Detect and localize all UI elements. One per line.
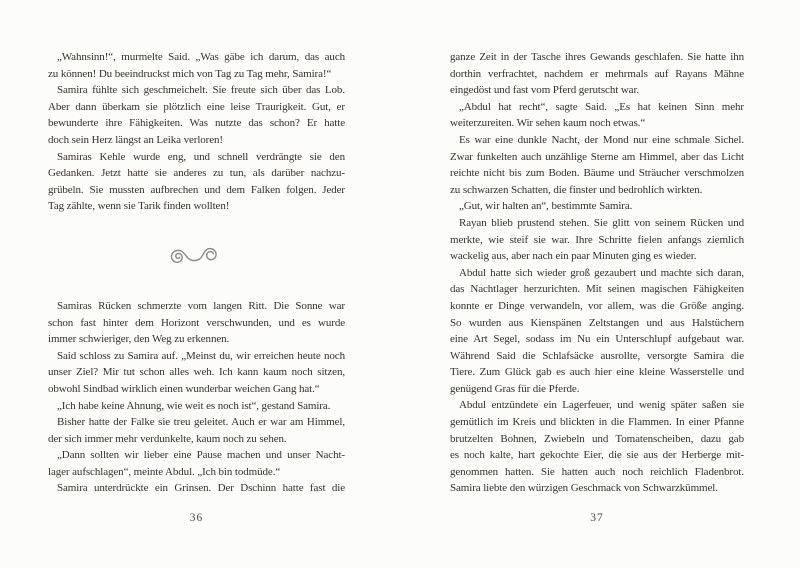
text-line: Tag zählte, wenn sie Tarik finden wollten!	[48, 200, 230, 213]
text-line: gemütlich im Kreis und blickten in die Flammen. In einer Pfanne	[450, 416, 744, 429]
text-line: dorthin verfrachtet, nachdem er mehrmals auf Rayans Mähne	[450, 67, 744, 80]
text-line: grübeln. Sie mussten aufbrechen und dem Falken folgen. Jeder	[48, 183, 345, 196]
text-line: Es war eine dunkle Nacht, der Mond nur eine schmale Sichel.	[459, 133, 744, 146]
text-line: Said schloss zu Samira auf. „Meinst du, wir erreichen heute noch	[57, 349, 345, 362]
text-line: „Wahnsinn!“, murmelte Said. „Was gäbe ich darum, das auch	[57, 51, 345, 63]
text-line: Samiras Rücken schmerzte vom langen Ritt. Die Sonne war	[57, 299, 345, 312]
text-line: es noch kalte, hart gekochte Eier, die sie aus der Herberge mit-	[450, 449, 744, 462]
swirl-flourish-icon	[167, 240, 227, 272]
text-line: zu schwarzen Schatten, die finster und bedrohlich wirkten.	[450, 183, 703, 196]
text-line: brutzelten Bohnen, Zwiebeln und Tomatenscheiben, dazu gab	[450, 432, 744, 445]
text-line: „Abdul hat recht“, sagte Said. „Es hat keinen Sinn mehr	[459, 100, 744, 113]
text-line: genommen hatten. Sie hatten auch noch reichlich Fladenbrot.	[450, 465, 744, 478]
text-line: Abdul hatte sich wieder groß gezaubert und machte sich daran,	[459, 266, 744, 279]
text-line: Bisher hatte der Falke sie treu geleitet. Auch er war am Himmel,	[57, 416, 345, 429]
text-line: das Nachtlager herzurichten. Mit seinen magischen Fähigkeiten	[450, 283, 744, 296]
text-line: Zwar funkelten auch unzählige Sterne am Himmel, aber das Licht	[450, 150, 744, 163]
text-line: Während Said die Schlafsäcke ausrollte, versorgte Samira die	[450, 349, 744, 362]
text-line: zu können! Du beeindruckst mich von Tag zu Tag mehr, Samira!“	[48, 67, 332, 80]
text-line: doch sein Herz längst an Leika verloren!	[48, 133, 223, 146]
right-page-text-column	[450, 49, 744, 497]
right-page	[400, 0, 800, 568]
section-break-ornament	[48, 215, 345, 298]
text-line: reichte nicht bis zum Boden. Bäume und Sträucher verschmolzen	[450, 167, 744, 180]
left-page-number: 36	[189, 512, 204, 524]
text-line: obwohl Sindbad wirklich einen wunderbar weichen Gang hat.“	[48, 382, 320, 395]
text-line: der sich immer mehr verdunkelte, kaum noch zu sehen.	[48, 432, 287, 445]
text-line: immer schwieriger, den Weg zu erkennen.	[48, 333, 230, 346]
text-line: wackelig aus, aber nach ein paar Minuten ging es wieder.	[450, 250, 697, 263]
text-line: unser Ziel? Mir tut schon alles weh. Ich kann kaum noch sitzen,	[48, 366, 345, 379]
text-line: Samira liebte den würzigen Geschmack von Schwarzkümmel.	[450, 482, 718, 495]
text-line: bewunderte ihre Fähigkeiten. Was nutzte das schon? Er hatte	[48, 117, 345, 130]
text-line: weiterzureiten. Wir sehen kaum noch etwas.“	[450, 117, 646, 130]
text-line: Samiras Kehle wurde eng, und schnell verdrängte sie den	[57, 150, 345, 163]
right-page-number: 37	[590, 512, 604, 524]
text-line: ganze Zeit in der Tasche ihres Gewands geschlafen. Sie hatte ihn	[450, 51, 744, 63]
text-line: „Ich habe keine Ahnung, wie weit es noch ist“, gestand Samira.	[57, 399, 331, 412]
text-line: „Dann sollten wir lieber eine Pause machen und unser Nacht-	[57, 449, 345, 462]
left-page-text-column	[48, 49, 345, 497]
text-line: konnte er Dinge verwandeln, vor allem, was die Größe anging.	[450, 299, 744, 312]
text-line: Gedanken. Jetzt hatte sie anderes zu tun, als darüber nachzu-	[48, 167, 345, 180]
text-line: lager aufschlagen“, meinte Abdul. „Ich bin todmüde.“	[48, 465, 281, 478]
text-line: Rayan blieb prustend stehen. Sie glitt von seinem Rücken und	[459, 216, 744, 229]
text-line: eingedöst und fast vom Pferd gerutscht war.	[450, 84, 640, 97]
text-line: merkte, wie steif sie war. Ihre Schritte fielen anfangs ziemlich	[450, 233, 744, 246]
text-line: „Gut, wir halten an“, bestimmte Samira.	[459, 200, 633, 213]
text-line: Aber dann überkam sie plötzlich eine leise Traurigkeit. Gut, er	[48, 100, 345, 113]
text-line: genügend Gras für die Pferde.	[450, 382, 580, 395]
text-line: So wurden aus Kienspänen Zeltstangen und aus Halstüchern	[450, 316, 744, 329]
text-line: Samira fühlte sich geschmeichelt. Sie freute sich über das Lob.	[57, 84, 345, 97]
text-line: eine Art Segel, sodass im Nu ein Unterschlupf aufgebaut war.	[450, 333, 744, 346]
text-line: schon fast hinter dem Horizont verschwunden, und es wurde	[48, 316, 345, 329]
text-line: Tiere. Zum Glück gab es auch hier eine kleine Wasserstelle und	[450, 366, 744, 379]
text-line: Samira unterdrückte ein Grinsen. Der Dschinn hatte fast die	[57, 482, 345, 495]
text-line: Abdul entzündete ein Lagerfeuer, und wenig später saßen sie	[459, 399, 744, 412]
